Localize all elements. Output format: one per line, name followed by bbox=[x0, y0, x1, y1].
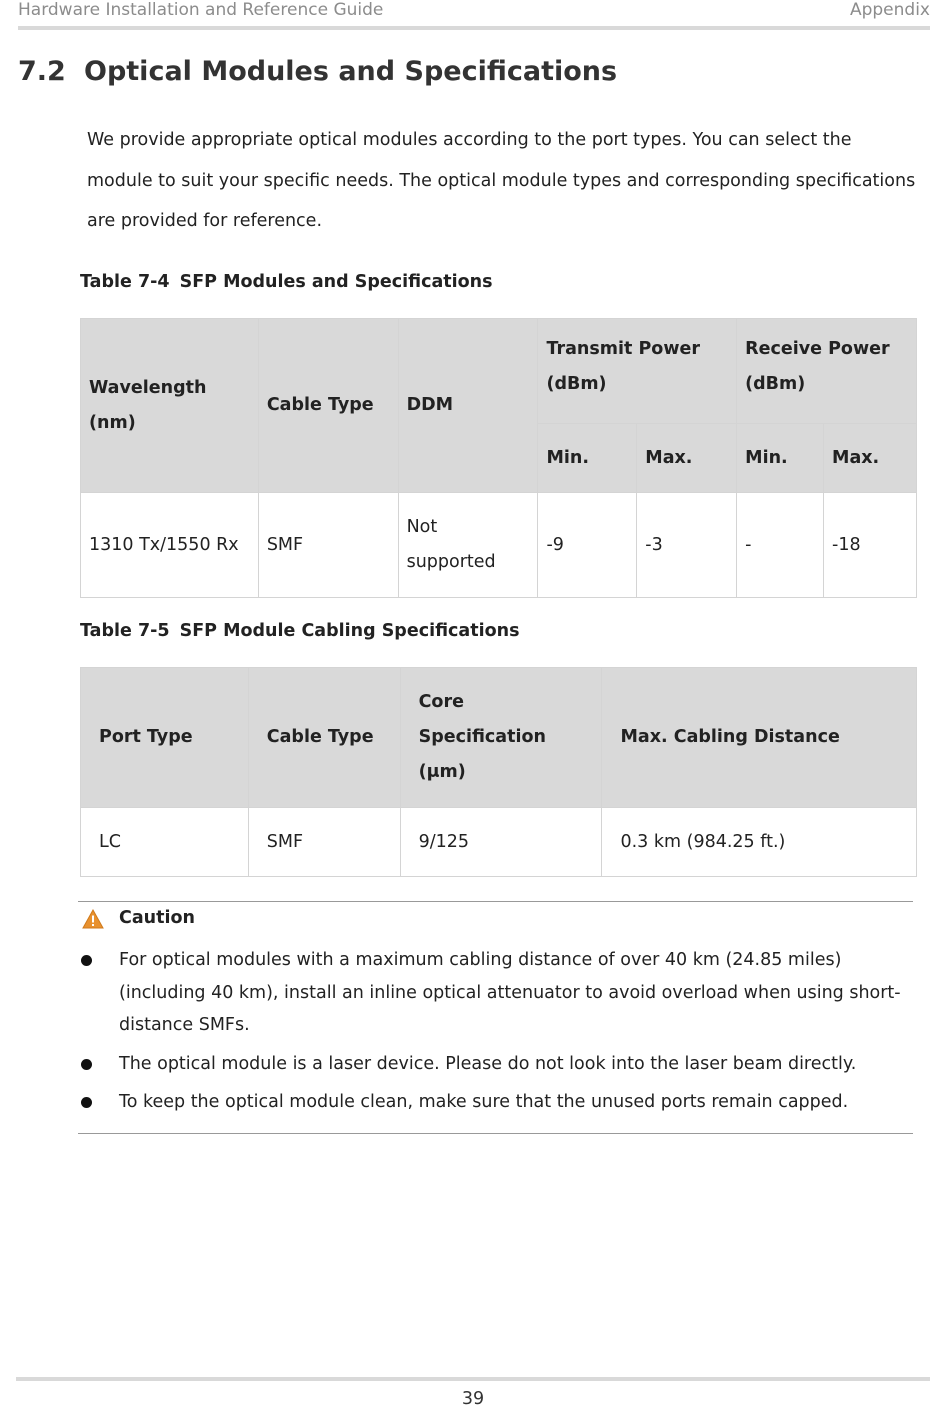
header-doc-title: Hardware Installation and Reference Guide bbox=[18, 0, 384, 20]
bullet-icon bbox=[81, 955, 92, 966]
section-title-text: Optical Modules and Specifications bbox=[84, 56, 618, 87]
header-port-type: Port Type bbox=[81, 668, 249, 808]
page-header bbox=[18, 0, 930, 30]
cell-max-distance: 0.3 km (984.25 ft.) bbox=[602, 808, 917, 877]
warning-triangle-icon bbox=[82, 909, 104, 929]
header-cable-type: Cable Type bbox=[248, 668, 400, 808]
table1-caption bbox=[80, 272, 493, 292]
table2-caption-title: SFP Module Cabling Specifications bbox=[179, 621, 520, 641]
caution-box bbox=[78, 901, 913, 1134]
cell-cable-type: SMF bbox=[248, 808, 400, 877]
section-number: 7.2 bbox=[18, 56, 66, 87]
cell-rx-min: - bbox=[737, 493, 824, 598]
table1-caption-number: Table 7-4 bbox=[80, 272, 170, 292]
page-footer bbox=[16, 1377, 930, 1409]
header-wavelength: Wavelength (nm) bbox=[81, 319, 259, 493]
intro-paragraph: We provide appropriate optical modules according to the port types. You can select the module to suit your specific needs. The optical module types and corresponding specifications are provided for reference. bbox=[87, 130, 916, 231]
table-header-row bbox=[81, 319, 917, 424]
bullet-icon bbox=[81, 1059, 92, 1070]
table-row bbox=[81, 808, 917, 877]
header-transmit-power: Transmit Power (dBm) bbox=[538, 319, 737, 424]
header-rx-max: Max. bbox=[824, 424, 917, 493]
list-item bbox=[78, 1086, 913, 1119]
section-title bbox=[18, 56, 617, 87]
list-item bbox=[78, 1048, 913, 1081]
header-core-spec: Core Specification (μm) bbox=[400, 668, 602, 808]
header-rx-min: Min. bbox=[737, 424, 824, 493]
header-receive-power: Receive Power (dBm) bbox=[737, 319, 917, 424]
table2-caption-number: Table 7-5 bbox=[80, 621, 170, 641]
cell-cable-type: SMF bbox=[258, 493, 398, 598]
caution-list bbox=[78, 940, 913, 1133]
table-row bbox=[81, 493, 917, 598]
cell-tx-max: -3 bbox=[637, 493, 737, 598]
header-tx-min: Min. bbox=[538, 424, 637, 493]
header-ddm: DDM bbox=[398, 319, 538, 493]
header-tx-max: Max. bbox=[637, 424, 737, 493]
caution-title: Caution bbox=[119, 908, 195, 928]
header-chapter: Appendix bbox=[849, 0, 930, 20]
cell-rx-max: -18 bbox=[824, 493, 917, 598]
cell-wavelength: 1310 Tx/1550 Rx bbox=[81, 493, 259, 598]
list-item bbox=[78, 944, 913, 1042]
table-header-row bbox=[81, 668, 917, 808]
sfp-cabling-table bbox=[80, 667, 917, 877]
caution-item-text: To keep the optical module clean, make sure that the unused ports remain capped. bbox=[119, 1092, 849, 1112]
bullet-icon bbox=[81, 1097, 92, 1108]
cell-port-type: LC bbox=[81, 808, 249, 877]
caution-item-text: For optical modules with a maximum cabling distance of over 40 km (24.85 miles) (including 40 km), install an inline optical attenuator to avoid overload when using short-distance SMFs. bbox=[119, 950, 901, 1035]
caution-item-text: The optical module is a laser device. Please do not look into the laser beam directly. bbox=[119, 1053, 857, 1074]
table1-caption-title: SFP Modules and Specifications bbox=[179, 272, 493, 292]
cell-tx-min: -9 bbox=[538, 493, 637, 598]
header-cable-type: Cable Type bbox=[258, 319, 398, 493]
caution-header bbox=[78, 902, 913, 940]
cell-core-spec: 9/125 bbox=[400, 808, 602, 877]
header-max-distance: Max. Cabling Distance bbox=[602, 668, 917, 808]
cell-ddm: Not supported bbox=[398, 493, 538, 598]
table2-caption bbox=[80, 621, 520, 641]
page-number: 39 bbox=[461, 1389, 485, 1409]
sfp-modules-table bbox=[80, 318, 917, 598]
